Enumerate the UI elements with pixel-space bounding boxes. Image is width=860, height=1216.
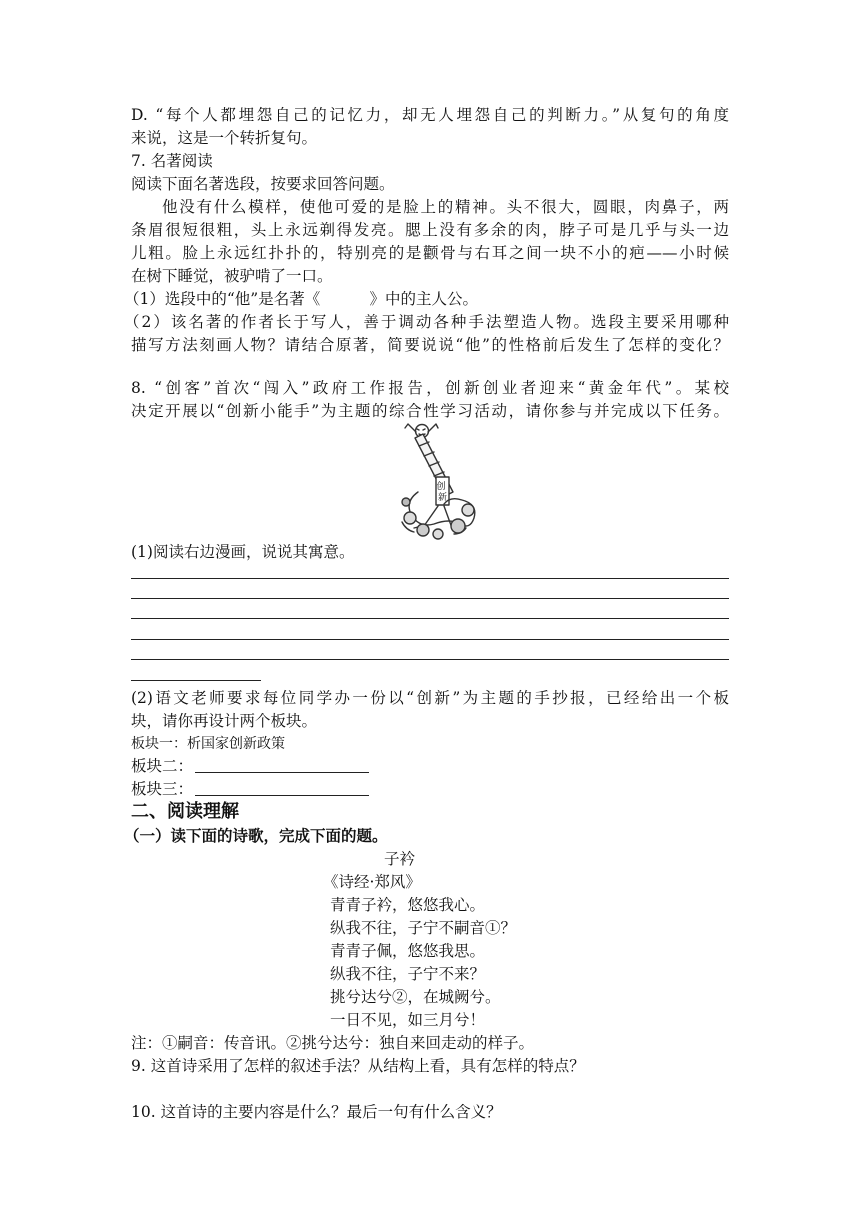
board-three-blank bbox=[195, 781, 369, 796]
board-two-label: 板块二： bbox=[131, 757, 194, 775]
section-heading: 二、阅读理解 bbox=[131, 801, 239, 822]
poem-title: 子衿 bbox=[384, 850, 416, 868]
board-one: 板块一：析国家创新政策 bbox=[131, 736, 285, 752]
q8-sub2-line1: (2)语文老师要求每位同学办一份以“创新”为主题的手抄报，已经给出一个板 bbox=[131, 689, 729, 707]
poem-note: 注：①嗣音：传音讯。②挑兮达兮：独自来回走动的样子。 bbox=[131, 1034, 535, 1052]
option-d-line2: 来说，这是一个转折复句。 bbox=[131, 129, 318, 147]
poem-line: 青青子佩，悠悠我思。 bbox=[330, 942, 486, 960]
part-one-heading: （一）读下面的诗歌，完成下面的题。 bbox=[124, 826, 388, 845]
answer-line bbox=[131, 598, 729, 599]
board-two-blank bbox=[195, 758, 369, 773]
question-10: 10. 这首诗的主要内容是什么？最后一句有什么含义？ bbox=[131, 1103, 502, 1121]
q7-title: 7. 名著阅读 bbox=[131, 152, 213, 170]
q7-passage-line: 条眉很短很粗，头上永远剃得发亮。腮上没有多余的肉，脖子可是几乎与头一边 bbox=[131, 221, 729, 239]
poem-line: 纵我不往，子宁不嗣音①？ bbox=[330, 919, 517, 937]
option-d-line1: D. “每个人都埋怨自己的记忆力，却无人埋怨自己的判断力。”从复句的角度 bbox=[131, 106, 729, 124]
cartoon-sign-char: 新 bbox=[437, 493, 448, 503]
poem-source: 《诗经·郑风》 bbox=[323, 873, 421, 891]
q7-sub2-line1: （2）该名著的作者长于写人，善于调动各种手法塑造人物。选段主要采用哪种 bbox=[124, 313, 729, 331]
poem-line: 挑兮达兮②，在城阙兮。 bbox=[330, 988, 501, 1006]
poem-line: 一日不见，如三月兮！ bbox=[330, 1011, 486, 1029]
cartoon-sign-char: 创 bbox=[436, 482, 446, 492]
q8-sub1: (1)阅读右边漫画，说说其寓意。 bbox=[131, 543, 355, 561]
q7-passage-line: 他没有什么模样，使他可爱的是脸上的精神。头不很大，圆眼，肉鼻子，两 bbox=[162, 198, 729, 216]
poem-line: 纵我不往，子宁不来？ bbox=[330, 965, 486, 983]
answer-line bbox=[131, 639, 729, 640]
q7-instruction: 阅读下面名著选段，按要求回答问题。 bbox=[131, 175, 395, 193]
q7-sub2-line2: 描写方法刻画人物？请结合原著，简要说说“他”的性格前后发生了怎样的变化？ bbox=[131, 336, 729, 354]
answer-line bbox=[131, 680, 261, 681]
q8-line2: 决定开展以“创新小能手”为主题的综合性学习活动，请你参与并完成以下任务。 bbox=[131, 402, 729, 420]
q7-passage-line: 儿粗。脸上永远红扑扑的，特别亮的是颧骨与右耳之间一块不小的疤——小时候 bbox=[131, 244, 729, 262]
board-three-label: 板块三： bbox=[131, 780, 194, 798]
q7-passage-line: 在树下睡觉，被驴啃了一口。 bbox=[131, 267, 333, 285]
board-three bbox=[131, 779, 369, 799]
answer-line bbox=[131, 618, 729, 619]
q8-sub2-line2: 块，请你再设计两个板块。 bbox=[131, 712, 318, 730]
q7-sub1: （1）选段中的“他”是名著《 》中的主人公。 bbox=[124, 290, 478, 308]
answer-line bbox=[131, 659, 729, 660]
board-two bbox=[131, 756, 369, 776]
q8-line1: 8. “创客”首次“闯入”政府工作报告，创新创业者迎来“黄金年代”。某校 bbox=[131, 379, 729, 397]
poem-line: 青青子衿，悠悠我心。 bbox=[330, 896, 486, 914]
cartoon-sign-text bbox=[437, 480, 449, 503]
question-9: 9. 这首诗采用了怎样的叙述手法？从结构上看，具有怎样的特点？ bbox=[131, 1057, 585, 1075]
answer-line bbox=[131, 578, 729, 579]
innovation-cartoon-icon bbox=[398, 422, 478, 540]
